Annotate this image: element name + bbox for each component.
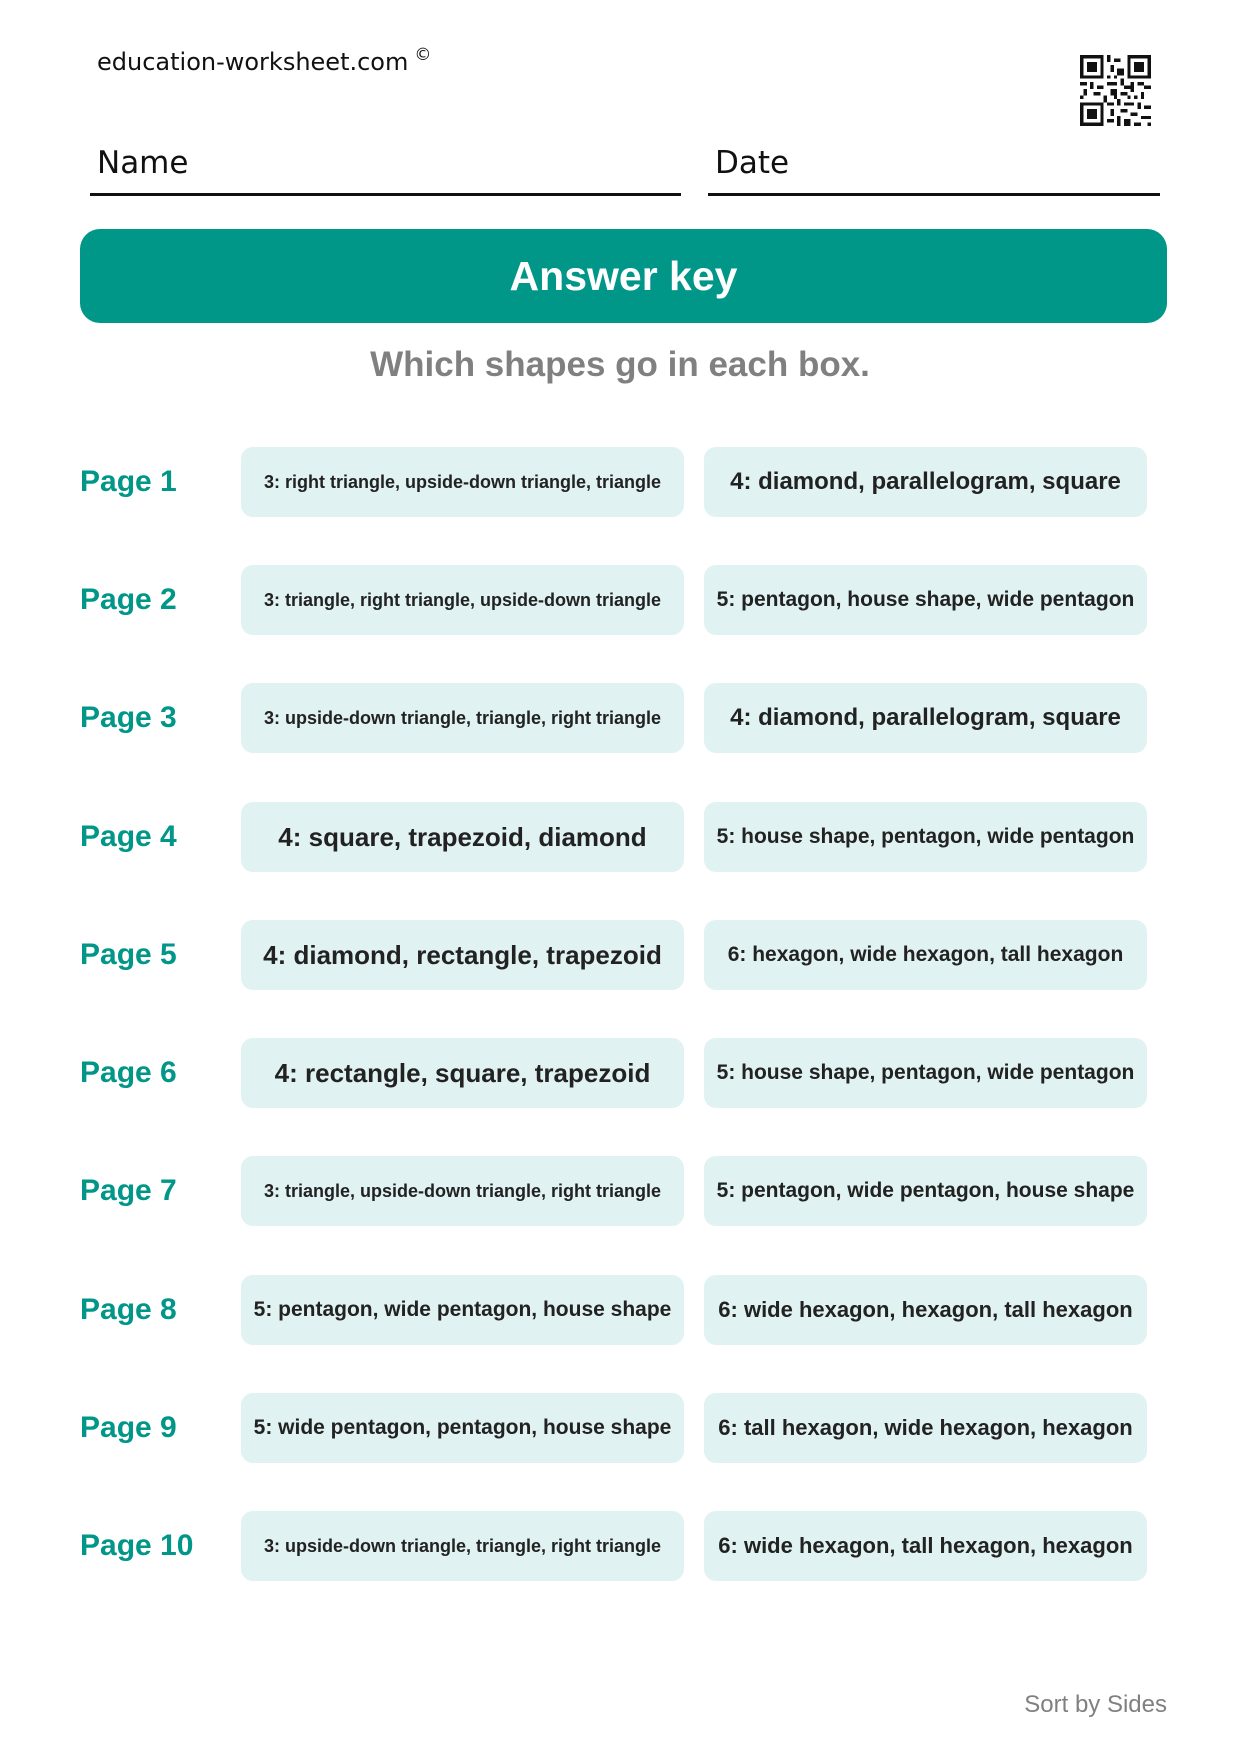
answer-box-right: 6: wide hexagon, tall hexagon, hexagon [704,1511,1147,1581]
page-label: Page 2 [80,583,177,616]
page-label: Page 5 [80,938,177,971]
date-field[interactable] [708,145,1160,196]
answer-box-left: 3: right triangle, upside-down triangle, triangle [241,447,684,517]
qr-code-icon [1080,55,1151,126]
answer-box-right: 6: hexagon, wide hexagon, tall hexagon [704,920,1147,990]
page-label: Page 8 [80,1293,177,1326]
answer-row-4 [0,802,1240,872]
date-label: Date [715,145,790,181]
answer-box-left: 4: rectangle, square, trapezoid [241,1038,684,1108]
answer-row-5 [0,920,1240,990]
answer-box-right: 5: pentagon, wide pentagon, house shape [704,1156,1147,1226]
worksheet-footer: Sort by Sides [1024,1691,1167,1718]
answer-box-right: 6: tall hexagon, wide hexagon, hexagon [704,1393,1147,1463]
answer-row-9 [0,1393,1240,1463]
name-label: Name [97,145,189,181]
answer-row-7 [0,1156,1240,1226]
answer-box-right: 5: house shape, pentagon, wide pentagon [704,1038,1147,1108]
page-label: Page 6 [80,1056,177,1089]
answer-box-left: 3: upside-down triangle, triangle, right triangle [241,683,684,753]
answer-key-banner [80,229,1167,323]
answer-box-left: 5: wide pentagon, pentagon, house shape [241,1393,684,1463]
name-field[interactable] [90,145,681,196]
answer-box-right: 5: pentagon, house shape, wide pentagon [704,565,1147,635]
page-label: Page 1 [80,465,177,498]
banner-title: Answer key [509,252,738,299]
page-label: Page 9 [80,1411,177,1444]
answer-row-6 [0,1038,1240,1108]
answer-box-left: 3: triangle, upside-down triangle, right triangle [241,1156,684,1226]
answer-box-right: 6: wide hexagon, hexagon, tall hexagon [704,1275,1147,1345]
answer-row-8 [0,1275,1240,1345]
answer-box-left: 4: square, trapezoid, diamond [241,802,684,872]
answer-box-right: 5: house shape, pentagon, wide pentagon [704,802,1147,872]
page-label: Page 3 [80,701,177,734]
answer-box-right: 4: diamond, parallelogram, square [704,447,1147,517]
answer-box-left: 5: pentagon, wide pentagon, house shape [241,1275,684,1345]
answer-row-2 [0,565,1240,635]
page-label: Page 4 [80,820,177,853]
answer-box-right: 4: diamond, parallelogram, square [704,683,1147,753]
site-name [97,45,432,76]
answer-row-1 [0,447,1240,517]
answer-row-10 [0,1511,1240,1581]
instruction-text: Which shapes go in each box. [370,345,870,384]
site-name-text: education-worksheet.com [97,48,409,76]
copyright-symbol: © [414,45,432,65]
answer-row-3 [0,683,1240,753]
page-label: Page 7 [80,1174,177,1207]
answer-box-left: 3: triangle, right triangle, upside-down triangle [241,565,684,635]
page-label: Page 10 [80,1529,194,1562]
answer-box-left: 3: upside-down triangle, triangle, right triangle [241,1511,684,1581]
answer-box-left: 4: diamond, rectangle, trapezoid [241,920,684,990]
